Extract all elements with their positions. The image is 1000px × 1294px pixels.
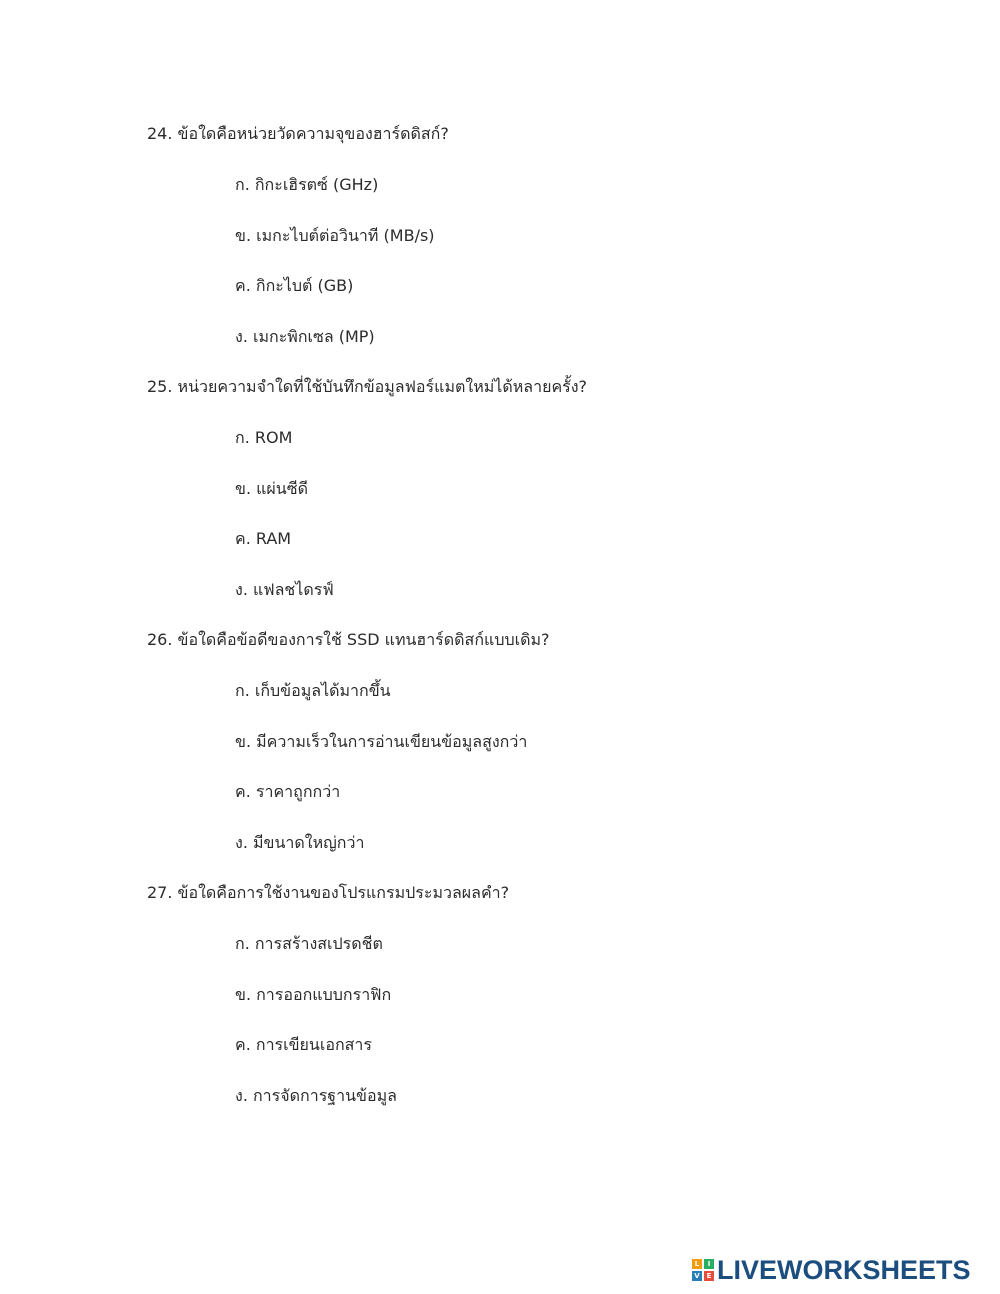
question-26: 26. ข้อใดคือข้อดีของการใช้ SSD แทนฮาร์ดดิสก์แบบเดิม? xyxy=(147,630,550,649)
question-24-option-d: ง. เมกะพิกเซล (MP) xyxy=(235,327,375,346)
logo-icon-tile-l: L xyxy=(692,1259,702,1269)
question-25-option-a: ก. ROM xyxy=(235,428,293,447)
liveworksheets-logo-text: LIVEWORKSHEETS xyxy=(717,1255,971,1285)
question-24-option-a: ก. กิกะเฮิรตซ์ (GHz) xyxy=(235,175,379,194)
question-25-option-b: ข. แผ่นซีดี xyxy=(235,479,308,498)
question-27: 27. ข้อใดคือการใช้งานของโปรแกรมประมวลผลคำ? xyxy=(147,883,510,902)
question-27-option-d: ง. การจัดการฐานข้อมูล xyxy=(235,1086,397,1105)
liveworksheets-logo xyxy=(692,1255,971,1285)
question-27-option-b: ข. การออกแบบกราฟิก xyxy=(235,985,392,1004)
liveworksheets-logo-icon xyxy=(692,1259,714,1281)
logo-icon-tile-i: I xyxy=(704,1259,714,1269)
question-27-option-a: ก. การสร้างสเปรดชีต xyxy=(235,934,383,953)
logo-icon-tile-e: E xyxy=(704,1271,714,1281)
question-25-option-d: ง. แฟลชไดรฟ์ xyxy=(235,580,334,599)
question-25: 25. หน่วยความจำใดที่ใช้บันทึกข้อมูลฟอร์แมตใหม่ได้หลายครั้ง? xyxy=(147,377,588,396)
question-26-option-b: ข. มีความเร็วในการอ่านเขียนข้อมูลสูงกว่า xyxy=(235,732,528,751)
question-27-option-c: ค. การเขียนเอกสาร xyxy=(235,1035,372,1054)
question-26-option-a: ก. เก็บข้อมูลได้มากขึ้น xyxy=(235,681,391,700)
question-25-option-c: ค. RAM xyxy=(235,529,292,548)
question-26-option-c: ค. ราคาถูกกว่า xyxy=(235,782,341,801)
question-24: 24. ข้อใดคือหน่วยวัดความจุของฮาร์ดดิสก์? xyxy=(147,124,449,143)
question-26-option-d: ง. มีขนาดใหญ่กว่า xyxy=(235,833,365,852)
question-24-option-c: ค. กิกะไบต์ (GB) xyxy=(235,276,354,295)
question-24-option-b: ข. เมกะไบต์ต่อวินาที (MB/s) xyxy=(235,226,435,245)
logo-icon-tile-v: V xyxy=(692,1271,702,1281)
